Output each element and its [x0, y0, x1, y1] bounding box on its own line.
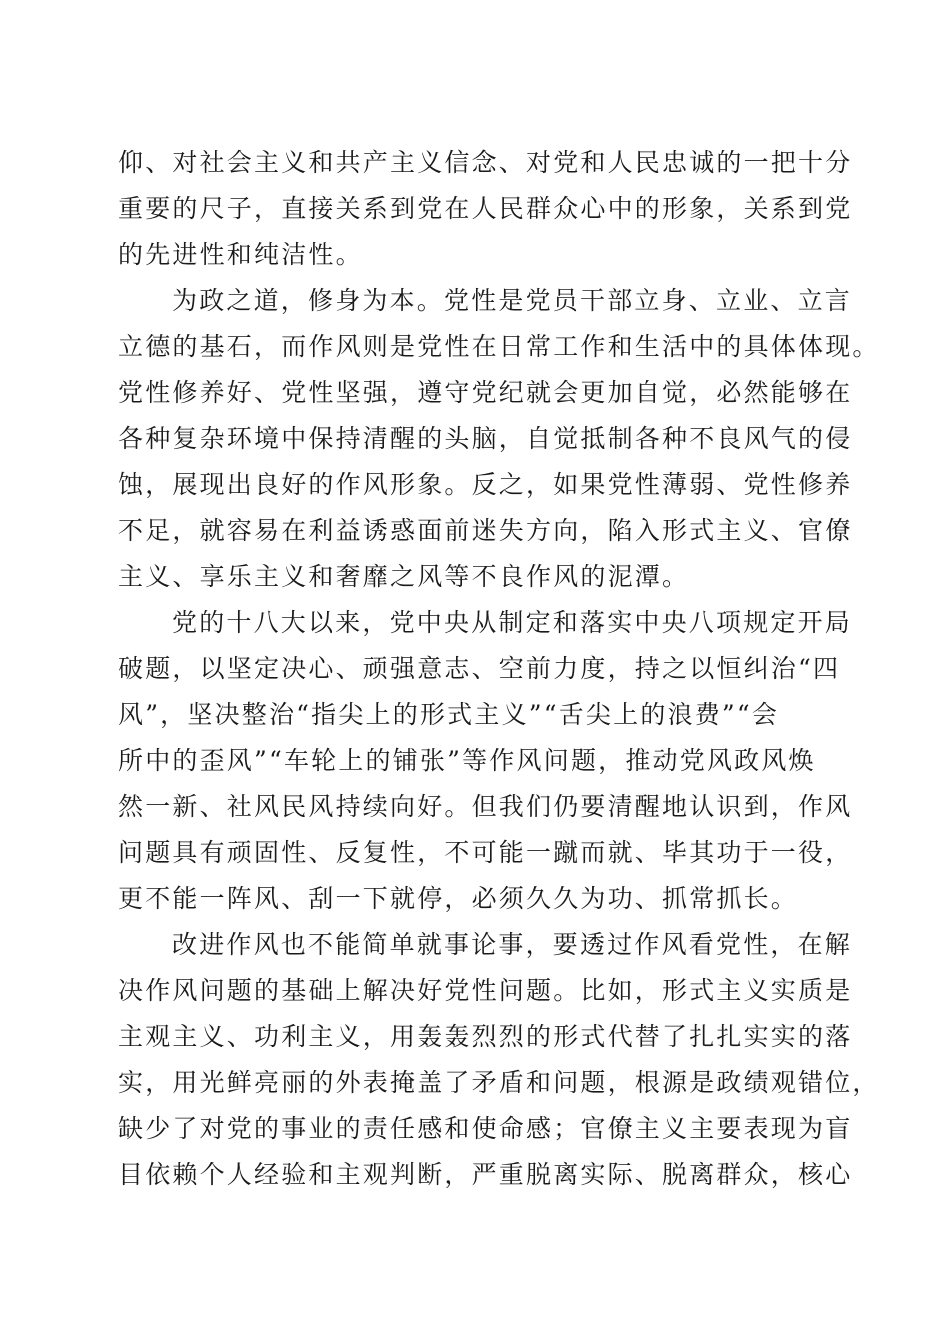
- paragraph-first-line: 党的十八大以来，党中央从制定和落实中央八项规定开局: [172, 608, 853, 637]
- text-line: 的先进性和纯洁性。: [118, 240, 363, 269]
- text-line: 仰、对社会主义和共产主义信念、对党和人民忠诚的一把十分: [118, 148, 853, 177]
- text-line: 不足，就容易在利益诱惑面前迷失方向，陷入形式主义、官僚: [118, 516, 853, 545]
- text-line: 更不能一阵风、刮一下就停，必须久久为功、抓常抓长。: [118, 884, 799, 913]
- text-line: 风”，坚决整治“指尖上的形式主义”“舌尖上的浪费”“会: [118, 700, 780, 729]
- text-line: 决作风问题的基础上解决好党性问题。比如，形式主义实质是: [118, 976, 853, 1005]
- text-line: 主观主义、功利主义，用轰轰烈烈的形式代替了扎扎实实的落: [118, 1022, 853, 1051]
- text-line: 各种复杂环境中保持清醒的头脑，自觉抵制各种不良风气的侵: [118, 424, 853, 453]
- text-line: 目依赖个人经验和主观判断，严重脱离实际、脱离群众，核心: [118, 1160, 853, 1189]
- text-line: 实，用光鲜亮丽的外表掩盖了矛盾和问题，根源是政绩观错位，: [118, 1068, 880, 1097]
- text-line: 重要的尺子，直接关系到党在人民群众心中的形象，关系到党: [118, 194, 853, 223]
- text-line: 然一新、社风民风持续向好。但我们仍要清醒地认识到，作风: [118, 792, 853, 821]
- text-line: 破题，以坚定决心、顽强意志、空前力度，持之以恒纠治“四: [118, 654, 841, 683]
- text-line: 问题具有顽固性、反复性，不可能一蹴而就、毕其功于一役，: [118, 838, 853, 867]
- text-line: 蚀，展现出良好的作风形象。反之，如果党性薄弱、党性修养: [118, 470, 853, 499]
- paragraph-first-line: 为政之道，修身为本。党性是党员干部立身、立业、立言: [172, 286, 853, 315]
- text-line: 立德的基石，而作风则是党性在日常工作和生活中的具体体现。: [118, 332, 880, 361]
- text-line: 主义、享乐主义和奢靡之风等不良作风的泥潭。: [118, 562, 690, 591]
- text-line: 党性修养好、党性坚强，遵守党纪就会更加自觉，必然能够在: [118, 378, 853, 407]
- paragraph-first-line: 改进作风也不能简单就事论事，要透过作风看党性，在解: [172, 930, 853, 959]
- text-line: 缺少了对党的事业的责任感和使命感；官僚主义主要表现为盲: [118, 1114, 853, 1143]
- document-body: [118, 140, 880, 1198]
- text-line: 所中的歪风”“车轮上的铺张”等作风问题，推动党风政风焕: [118, 746, 816, 775]
